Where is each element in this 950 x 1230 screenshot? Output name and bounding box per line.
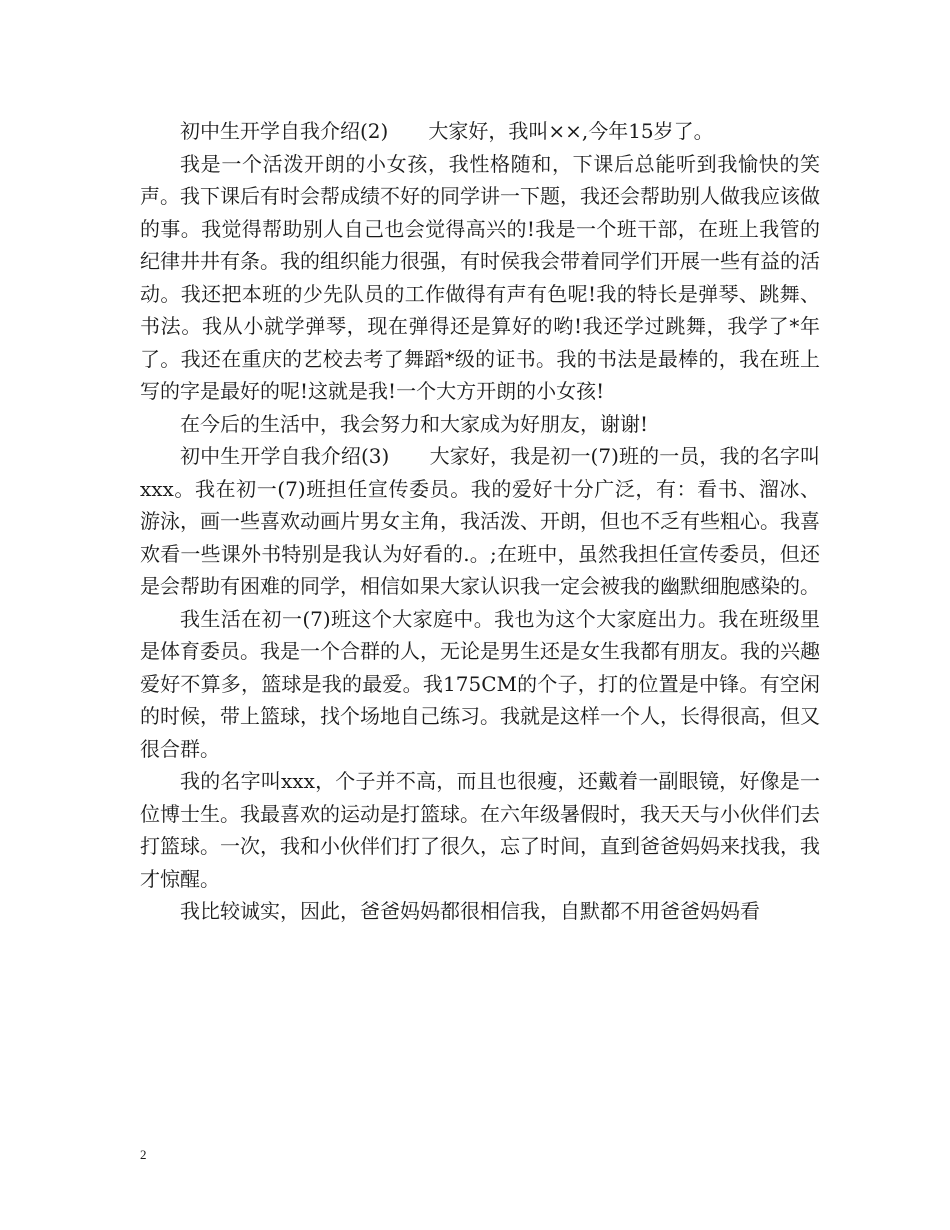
page-number: 2 [140,1147,147,1162]
paragraph-intro-3-heading: 初中生开学自我介绍(3) 大家好，我是初一(7)班的一员，我的名字叫xxx。我在初一(7)班担任宣传委员。我的爱好十分广泛，有：看书、溜冰、游泳，画一些喜欢动画片男女主角，我活泼、开朗，但也不乏有些粗心。我喜欢看一些课外书特别是我认为好看的.。;在班中，虽然我担任宣传委员，但还是会帮助有困难的同学，相信如果大家认识我一定会被我的幽默细胞感染的。 [140,444,820,598]
body-text [140,115,820,928]
paragraph-honesty: 我比较诚实，因此，爸爸妈妈都很相信我，自默都不用爸爸妈妈看 [180,899,760,923]
paragraph-closing: 在今后的生活中，我会努力和大家成为好朋友，谢谢! [180,411,649,436]
paragraph-basketball: 我的名字叫xxx，个子并不高，而且也很瘦，还戴着一副眼镜，好像是一位博士生。我最喜欢的运动是打篮球。在六年级暑假时，我天天与小伙伴们去打篮球。一次，我和小伙伴们打了很久，忘了时间，直到爸爸妈妈来找我，我才惊醒。 [140,769,820,891]
paragraph-class-life: 我生活在初一(7)班这个大家庭中。我也为这个大家庭出力。我在班级里是体育委员。我是一个合群的人，无论是男生还是女生我都有朋友。我的兴趣爱好不算多，篮球是我的最爱。我175CM的个子，打的位置是中锋。有空闲的时候，带上篮球，找个场地自己练习。我就是这样一个人，长得很高，但又很合群。 [140,606,820,761]
paragraph-intro-2-heading: 初中生开学自我介绍(2) 大家好，我叫××,今年15岁了。 [180,119,714,143]
paragraph-personality: 我是一个活泼开朗的小女孩，我性格随和，下课后总能听到我愉快的笑声。我下课后有时会帮成绩不好的同学讲一下题，我还会帮助别人做我应该做的事。我觉得帮助别人自己也会觉得高兴的!我是一个班干部，在班上我管的纪律井井有条。我的组织能力很强，有时侯我会带着同学们开展一些有益的活动。我还把本班的少先队员的工作做得有声有色呢!我的特长是弹琴、跳舞、书法。我从小就学弹琴，现在弹得还是算好的哟!我还学过跳舞，我学了*年了。我还在重庆的艺校去考了舞蹈*级的证书。我的书法是最棒的，我在班上写的字是最好的呢!这就是我!一个大方开朗的小女孩! [140,151,820,403]
